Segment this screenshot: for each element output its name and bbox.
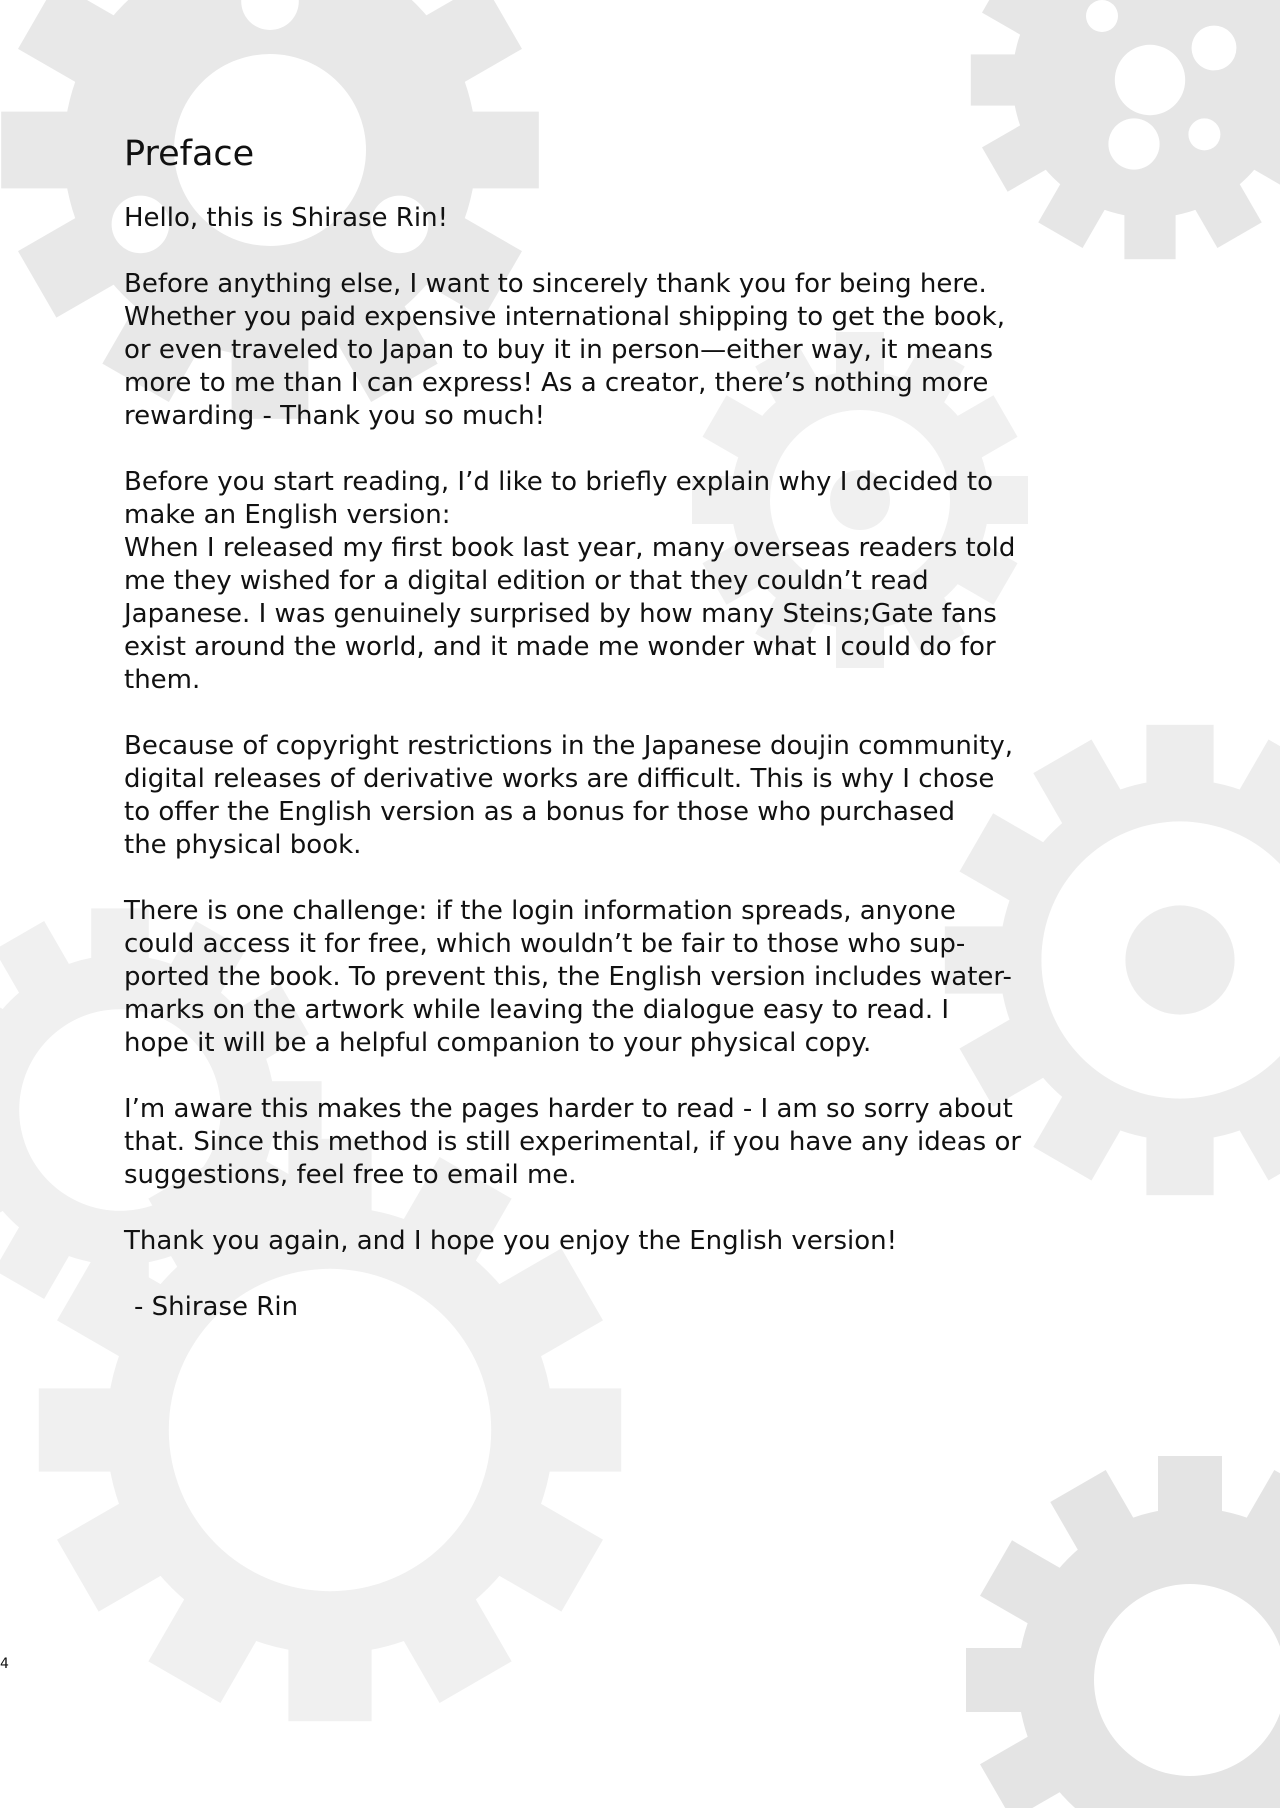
paragraph: Hello, this is Shirase Rin! [124,203,448,233]
gear-icon [966,1456,1280,1808]
preface-body [124,132,1104,1324]
page-title: Preface [124,134,255,174]
signature: - Shirase Rin [134,1292,299,1322]
paragraph: Thank you again, and I hope you enjoy the English version! [124,1226,898,1256]
paragraph: Before you start reading, I’d like to briefly explain why I decided to make an English version: When I released my first book last year, many overseas readers told me they wished for a digital edition or that they couldn’t read Japanese. I was genuinely surprised by how many Steins;Gate fans exist around the world, and it made me wonder what I could do for them. [124,467,1016,695]
paragraph: Because of copyright restrictions in the Japanese doujin community, digital releases of derivative works are difficult. This is why I chose to offer the English version as a bonus for those who purchased the physical book. [124,731,1013,860]
page-number: 4 [0,1656,9,1672]
paragraph: There is one challenge: if the login information spreads, anyone could access it for free, which wouldn’t be fair to those who sup- ported the book. To prevent this, the English version includes water- marks on the artwork while leaving the dialogue easy to read. I hope it will be a helpful companion to your physical copy. [124,896,1012,1058]
paragraph: Before anything else, I want to sincerely thank you for being here. Whether you paid expensive international shipping to get the book, or even traveled to Japan to buy it in person—either way, it means more to me than I can express! As a creator, there’s nothing more rewarding - Thank you so much! [124,269,1005,431]
paragraph: I’m aware this makes the pages harder to read - I am so sorry about that. Since this method is still experimental, if you have any ideas or suggestions, feel free to email me. [124,1094,1022,1190]
